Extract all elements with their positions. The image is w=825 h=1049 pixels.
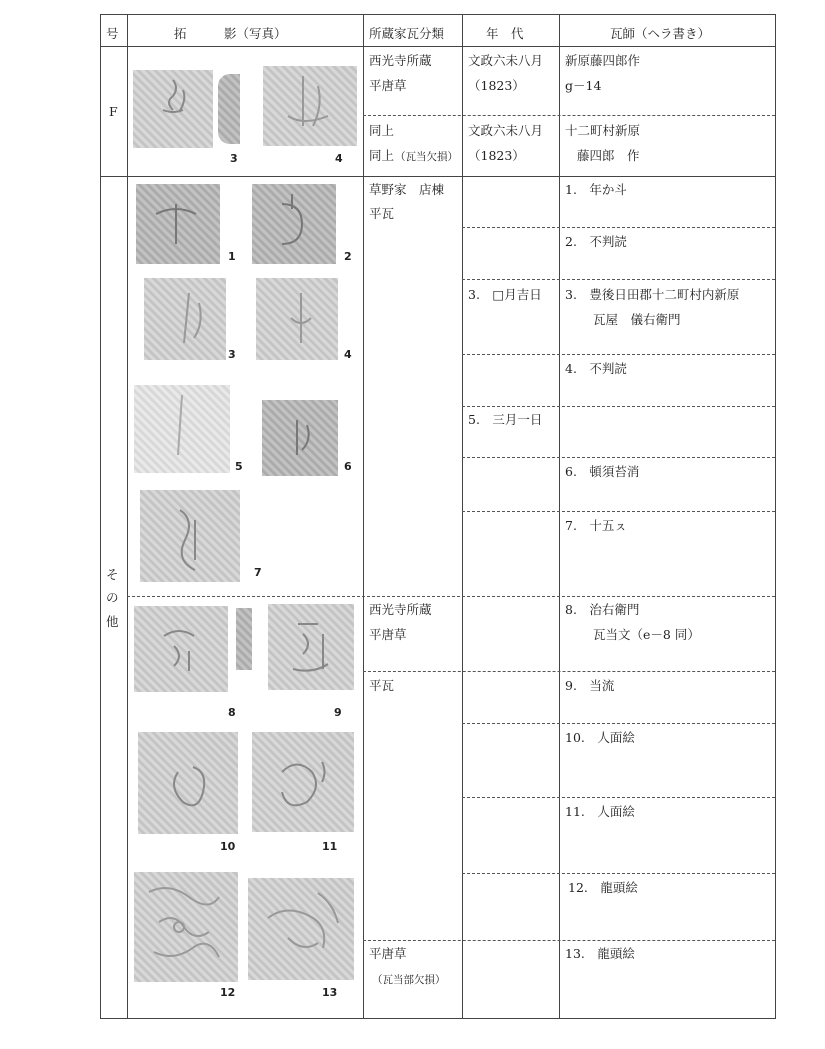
row-sep-11: [462, 873, 775, 874]
photo-num-9: 9: [334, 706, 342, 719]
rubbing-10: [138, 732, 238, 834]
f-row1-owner-2: 平唐草: [369, 78, 407, 93]
photo-num-1: 1: [228, 250, 236, 263]
row-sep-f: [363, 115, 775, 116]
rubbing-7-glyphs: [140, 490, 240, 582]
era-5: 5. 三月一日: [468, 412, 543, 427]
header-owner: 所蔵家瓦分類: [369, 26, 445, 41]
maker-8a: 8. 治右衛門: [565, 602, 640, 617]
photo-num-5: 5: [235, 460, 243, 473]
row-sep-9: [462, 723, 775, 724]
header-bottom-rule: [100, 46, 776, 47]
section-other-label-1: そ: [106, 567, 119, 582]
maker-6: 6. 頓須苔消: [565, 464, 640, 479]
f-row1-maker-1: 新原藤四郎作: [565, 53, 641, 68]
rubbing-3: [144, 278, 226, 360]
maker-2: 2. 不判読: [565, 234, 627, 249]
maker-11: 11. 人面絵: [565, 804, 635, 819]
f-row1-owner-1: 西光寺所蔵: [369, 53, 432, 68]
col-divider-2: [363, 14, 364, 1019]
photo-num-4: 4: [344, 348, 352, 361]
f-row2-owner-note: （瓦当欠損）: [395, 151, 458, 163]
col-divider-1: [127, 14, 128, 1019]
photo-num-f4: 4: [335, 152, 343, 165]
section-other-label-3: 他: [106, 614, 119, 629]
rubbing-1-glyphs: [136, 184, 220, 264]
owner-d: 平唐草: [369, 946, 407, 961]
rubbing-11: [252, 732, 354, 832]
rubbing-8-edge: [236, 608, 252, 670]
era-3: 3. □月吉日: [468, 287, 542, 302]
rubbing-11-glyphs: [252, 732, 354, 832]
rubbing-f3-edge: [218, 74, 240, 144]
row-sep-4: [462, 406, 775, 407]
section-f-bottom-rule: [100, 176, 776, 177]
photo-num-f3: 3: [230, 152, 238, 165]
rubbing-9-glyphs: [268, 604, 354, 690]
maker-3b: 瓦屋 儀右衛門: [593, 312, 681, 327]
maker-9: 9. 当流: [565, 678, 615, 693]
row-sep-12: [363, 940, 775, 941]
rubbing-8: [134, 606, 228, 692]
maker-4: 4. 不判読: [565, 361, 627, 376]
rubbing-2: [252, 184, 336, 264]
maker-13: 13. 龍頭絵: [565, 946, 635, 961]
section-other-label-2: の: [106, 590, 119, 605]
maker-10: 10. 人面絵: [565, 730, 635, 745]
f-row2-era-2: （1823）: [468, 148, 525, 163]
f-row1-era-1: 文政六未八月: [468, 53, 544, 68]
photo-num-8: 8: [228, 706, 236, 719]
header-maker: 瓦師（ヘラ書き）: [610, 26, 711, 41]
f-row2-maker-2: 藤四郎 作: [577, 148, 640, 163]
rubbing-2-glyphs: [252, 184, 336, 264]
maker-1: 1. 年か斗: [565, 182, 627, 197]
owner-a-2: 平瓦: [369, 206, 395, 221]
f-row1-maker-2: g－14: [565, 78, 602, 93]
f-row2-maker-1: 十二町村新原: [565, 123, 641, 138]
maker-8b: 瓦当文（e－8 同）: [593, 627, 700, 642]
rubbing-1: [136, 184, 220, 264]
f-row2-era-1: 文政六未八月: [468, 123, 544, 138]
photo-num-2: 2: [344, 250, 352, 263]
owner-b-1: 西光寺所蔵: [369, 602, 432, 617]
photo-num-7: 7: [254, 566, 262, 579]
col-divider-3: [462, 14, 463, 1019]
rubbing-8-glyphs: [134, 606, 228, 692]
table-border-top: [100, 14, 776, 15]
rubbing-6: [262, 400, 338, 476]
photo-num-6: 6: [344, 460, 352, 473]
table-border-right: [775, 14, 776, 1019]
rubbing-f4-glyphs: [263, 66, 357, 146]
rubbing-f3-photo: [133, 70, 213, 148]
table-border-left: [100, 14, 101, 1019]
owner-d-note: （瓦当部欠損）: [372, 974, 446, 986]
row-sep-6: [462, 511, 775, 512]
owner-c: 平瓦: [369, 678, 395, 693]
header-no: 号: [106, 26, 119, 41]
f-row2-owner-2: 同上: [369, 148, 395, 163]
rubbing-4: [256, 278, 338, 360]
row-sep-5: [462, 457, 775, 458]
rubbing-f4-photo: [263, 66, 357, 146]
row-sep-3: [462, 354, 775, 355]
rubbing-3-glyphs: [144, 278, 226, 360]
table-border-bottom: [100, 1018, 776, 1019]
rubbing-5: [134, 385, 230, 473]
rubbing-13: [248, 878, 354, 980]
rubbing-4-glyphs: [256, 278, 338, 360]
rubbing-13-glyphs: [248, 878, 354, 980]
row-sep-7: [127, 596, 775, 597]
owner-a-1: 草野家 店棟: [369, 182, 445, 197]
photo-num-3: 3: [228, 348, 236, 361]
rubbing-12: [134, 872, 238, 982]
rubbing-6-glyphs: [262, 400, 338, 476]
header-rubbing: 拓 影（写真）: [174, 26, 287, 41]
row-sep-8: [363, 671, 775, 672]
f-row1-era-2: （1823）: [468, 78, 525, 93]
col-divider-4: [559, 14, 560, 1019]
row-sep-1: [462, 227, 775, 228]
rubbing-7: [140, 490, 240, 582]
photo-num-11: 11: [322, 840, 338, 853]
rubbing-12-glyphs: [134, 872, 238, 982]
rubbing-f3-glyphs: [133, 70, 213, 148]
header-era: 年 代: [486, 26, 524, 41]
photo-num-13: 13: [322, 986, 338, 999]
maker-3a: 3. 豊後日田郡十二町村内新原: [565, 287, 740, 302]
section-f-label: F: [109, 104, 118, 119]
rubbing-10-glyphs: [138, 732, 238, 834]
rubbing-5-glyphs: [134, 385, 230, 473]
maker-7: 7. 十五ㇲ: [565, 518, 627, 533]
rubbing-9: [268, 604, 354, 690]
row-sep-2: [462, 279, 775, 280]
photo-num-12: 12: [220, 986, 236, 999]
owner-b-2: 平唐草: [369, 627, 407, 642]
row-sep-10: [462, 797, 775, 798]
f-row2-owner-1: 同上: [369, 123, 395, 138]
photo-num-10: 10: [220, 840, 236, 853]
maker-12: 12. 龍頭絵: [568, 880, 638, 895]
